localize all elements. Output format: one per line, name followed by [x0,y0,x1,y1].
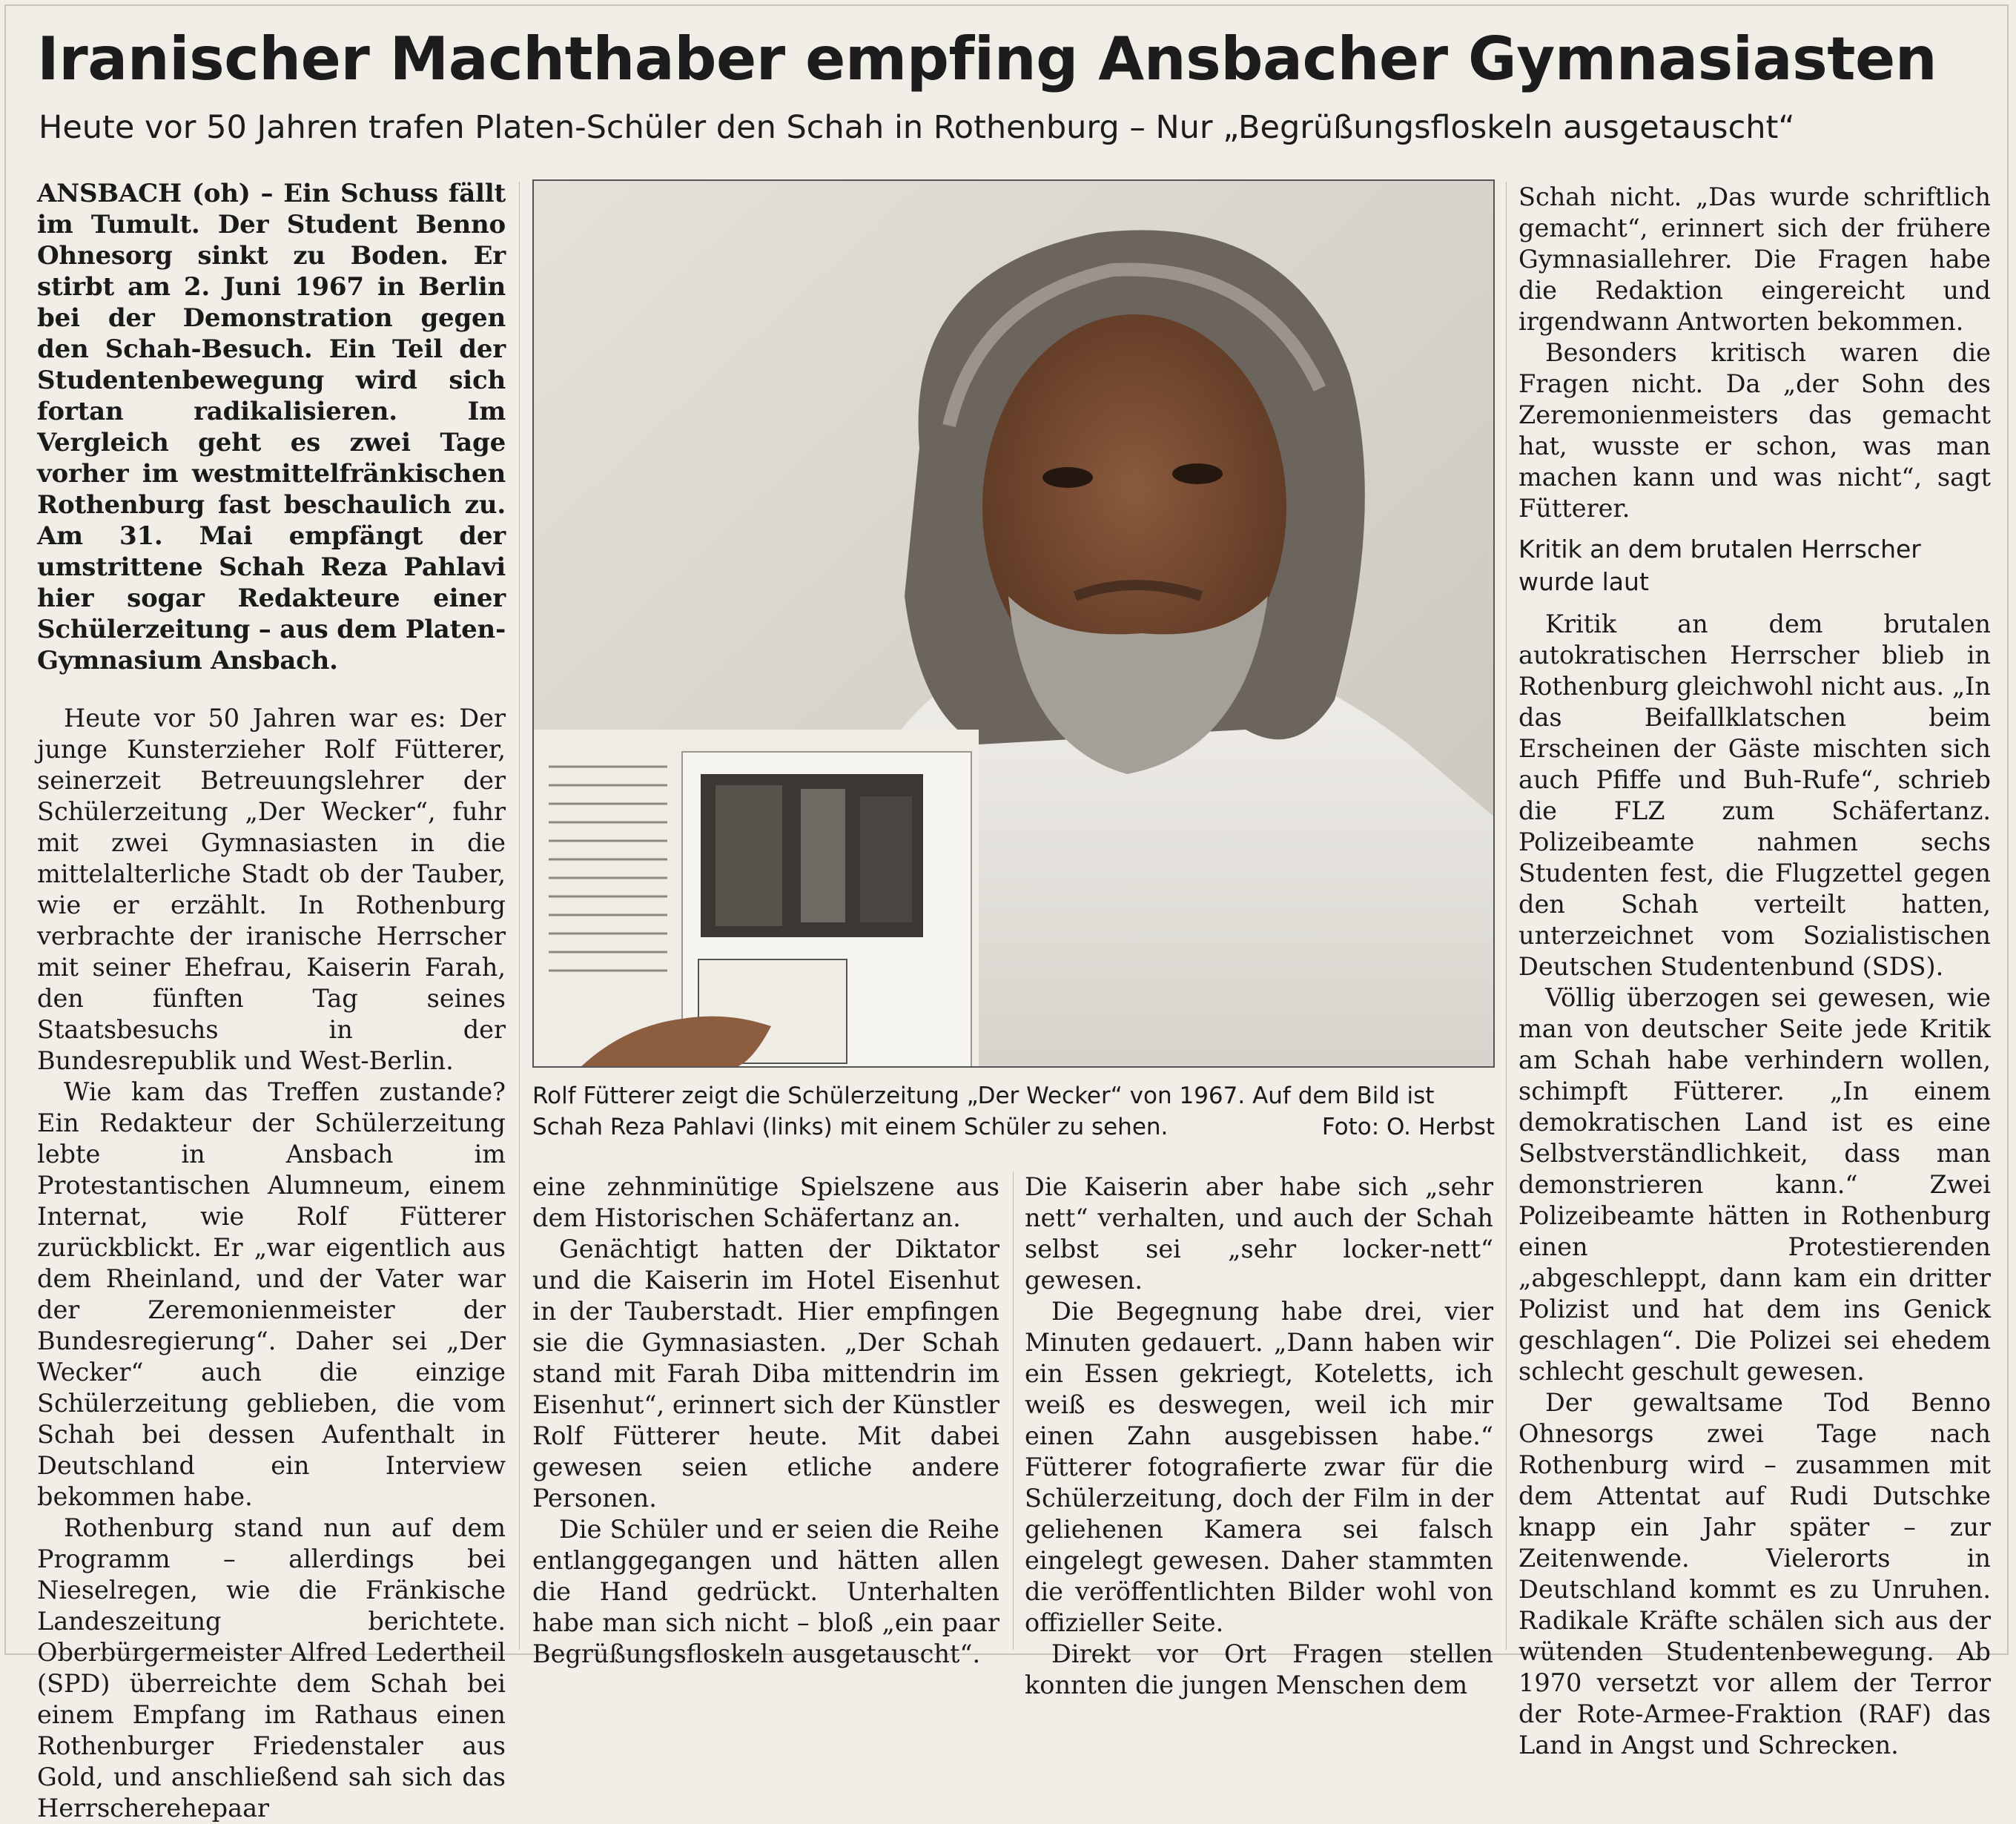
photo-caption [532,1080,1495,1143]
body-paragraph: Der gewaltsame Tod Benno Ohnesorgs zwei Tage nach Rothenburg wird – zusammen mit dem Attentat auf Rudi Dutschke knapp ein Jahr später – zur Zeitenwende. Vielerorts in Deutschland kommt es zu Unruhen. Radikale Kräfte schälen sich aus der wütenden Studentenbewegung. Ab 1970 versetzt vor allem der Terror der Rote-Armee-Fraktion (RAF) das Land in Angst und Schrecken. [1518,1388,1991,1759]
body-paragraph: Rothenburg stand nun auf dem Programm – allerdings bei Nieselregen, wie die Fränkische Landeszeitung berichtete. Oberbürgermeister Alfred Ledertheil (SPD) überreichte dem Schah bei einem Empfang im Rathaus einen Rothenburger Friedenstaler aus Gold, und anschließend sah sich das Herrscherehepaar [37,1513,506,1823]
photo-credit: Foto: O. Herbst [1321,1114,1495,1140]
body-paragraph: Die Begegnung habe drei, vier Minuten gedauert. „Dann haben wir ein Essen gekriegt, Koteletts, ich weiß es deswegen, weil ich mir einen Zahn ausgebissen habe.“ Fütterer fotografierte zwar für die Schülerzeitung, doch der Film in der geliehenen Kamera sei falsch eingelegt gewesen. Daher stammten die veröffentlichten Bilder wohl von offizieller Seite. [1025,1297,1493,1637]
body-paragraph: Genächtigt hatten der Diktator und die Kaiserin im Hotel Eisenhut in der Tauberstadt. Hier empfingen sie die Gymnasiasten. „Der Schah stand mit Farah Diba mittendrin im Eisenhut“, erinnert sich der Künstler Rolf Fütterer heute. Mit dabei gewesen seien etliche andere Personen. [532,1235,999,1513]
section-subheading: Kritik an dem brutalen Herrscher wurde laut [1518,535,1921,596]
portrait-photo-illustration [534,181,1495,1068]
body-paragraph: eine zehnminütige Spielszene aus dem Historischen Schäfertanz an. [532,1172,999,1232]
body-paragraph: Wie kam das Treffen zustande? Ein Redakteur der Schülerzeitung lebte in Ansbach im Protestantischen Alumneum, einem Internat, wie Rolf Fütterer zurückblickt. Er „war eigentlich aus dem Rheinland, und der Vater war der Zeremonienmeister der Bundesregierung“. Daher sei „Der Wecker“ auch die einzige Schülerzeitung geblieben, die vom Schah bei dessen Aufenthalt in Deutschland ein Interview bekommen habe. [37,1077,506,1511]
body-paragraph: Völlig überzogen sei gewesen, wie man von deutscher Seite jede Kritik am Schah habe verhindern wollen, schimpft Fütterer. „In einem demokratischen Land ist es eine Selbstverständlichkeit, dass man demonstrieren kann.“ Zwei Polizeibeamte hätten in Rothenburg einen Protestierenden „abgeschleppt, dann kam ein dritter Polizist und hat dem ins Genick geschlagen“. Die Polizei sei ehedem schlecht geschult gewesen. [1518,983,1991,1386]
column-rule [1506,182,1507,1650]
text-column-3 [1025,1172,1493,1701]
text-column-2 [532,1172,999,1670]
body-paragraph: Direkt vor Ort Fragen stellen konnten die jungen Menschen dem [1025,1639,1493,1699]
column-rule [1013,1172,1014,1650]
text-column-1 [37,178,506,1824]
body-paragraph: Besonders kritisch waren die Fragen nicht. Da „der Sohn des Zeremonienmeisters das gemacht hat, wusste er schon, was man machen kann und was nicht“, sagt Fütterer. [1518,338,1991,523]
text-column-4 [1518,182,1991,1761]
article-subheadline: Heute vor 50 Jahren trafen Platen-Schüler den Schah in Rothenburg – Nur „Begrüßungsfloskeln ausgetauscht“ [39,109,1795,146]
body-paragraph: Die Kaiserin aber habe sich „sehr nett“ verhalten, und auch der Schah selbst sei „sehr locker-nett“ gewesen. [1025,1172,1493,1295]
column-rule [519,182,520,1650]
body-paragraph: Heute vor 50 Jahren war es: Der junge Kunsterzieher Rolf Fütterer, seinerzeit Betreuungslehrer der Schülerzeitung „Der Wecker“, fuhr mit zwei Gymnasiasten in die mittelalterliche Stadt ob der Tauber, wie er erzählt. In Rothenburg verbrachte der iranische Herrscher mit seiner Ehefrau, Kaiserin Farah, den fünften Tag seines Staatsbesuchs in der Bundesrepublik und West-Berlin. [37,704,506,1075]
article-headline: Iranischer Machthaber empfing Ansbacher Gymnasiasten [37,24,1937,93]
body-paragraph: Die Schüler und er seien die Reihe entlanggegangen und hätten allen die Hand gedrückt. Unterhalten habe man sich nicht – bloß „ein paar Begrüßungsfloskeln ausgetauscht“. [532,1515,999,1668]
body-paragraph: Kritik an dem brutalen autokratischen Herrscher blieb in Rothenburg gleichwohl nicht aus. „In das Beifallklatschen beim Erscheinen der Gäste mischten sich auch Pfiffe und Buh-Rufe“, schrieb die FLZ zum Schäfertanz. Polizeibeamte nahmen sechs Studenten fest, die Flugzettel gegen den Schah verteilt hatten, unterzeichnet vom Sozialistischen Deutschen Studentenbund (SDS). [1518,609,1991,981]
photo-caption-text: Rolf Fütterer zeigt die Schülerzeitung „Der Wecker“ von 1967. Auf dem Bild ist Schah Reza Pahlavi (links) mit einem Schüler zu sehen. [532,1083,1435,1140]
body-paragraph: Schah nicht. „Das wurde schriftlich gemacht“, erinnert sich der frühere Gymnasiallehrer. Die Fragen habe die Redaktion eingereicht und irgendwann Antworten bekommen. [1518,182,1991,336]
article-photo [532,179,1495,1068]
article-lead: ANSBACH (oh) – Ein Schuss fällt im Tumult. Der Student Benno Ohnesorg sinkt zu Boden. Er stirbt am 2. Juni 1967 in Berlin bei der Demonstration gegen den Schah-Besuch. Ein Teil der Studentenbewegung wird sich fortan radikalisieren. Im Vergleich geht es zwei Tage vorher im westmittelfränkischen Rothenburg fast beschaulich zu. Am 31. Mai empfängt der umstrittene Schah Reza Pahlavi hier sogar Redakteure einer Schülerzeitung – aus dem Platen-Gymnasium Ansbach. [37,179,506,675]
